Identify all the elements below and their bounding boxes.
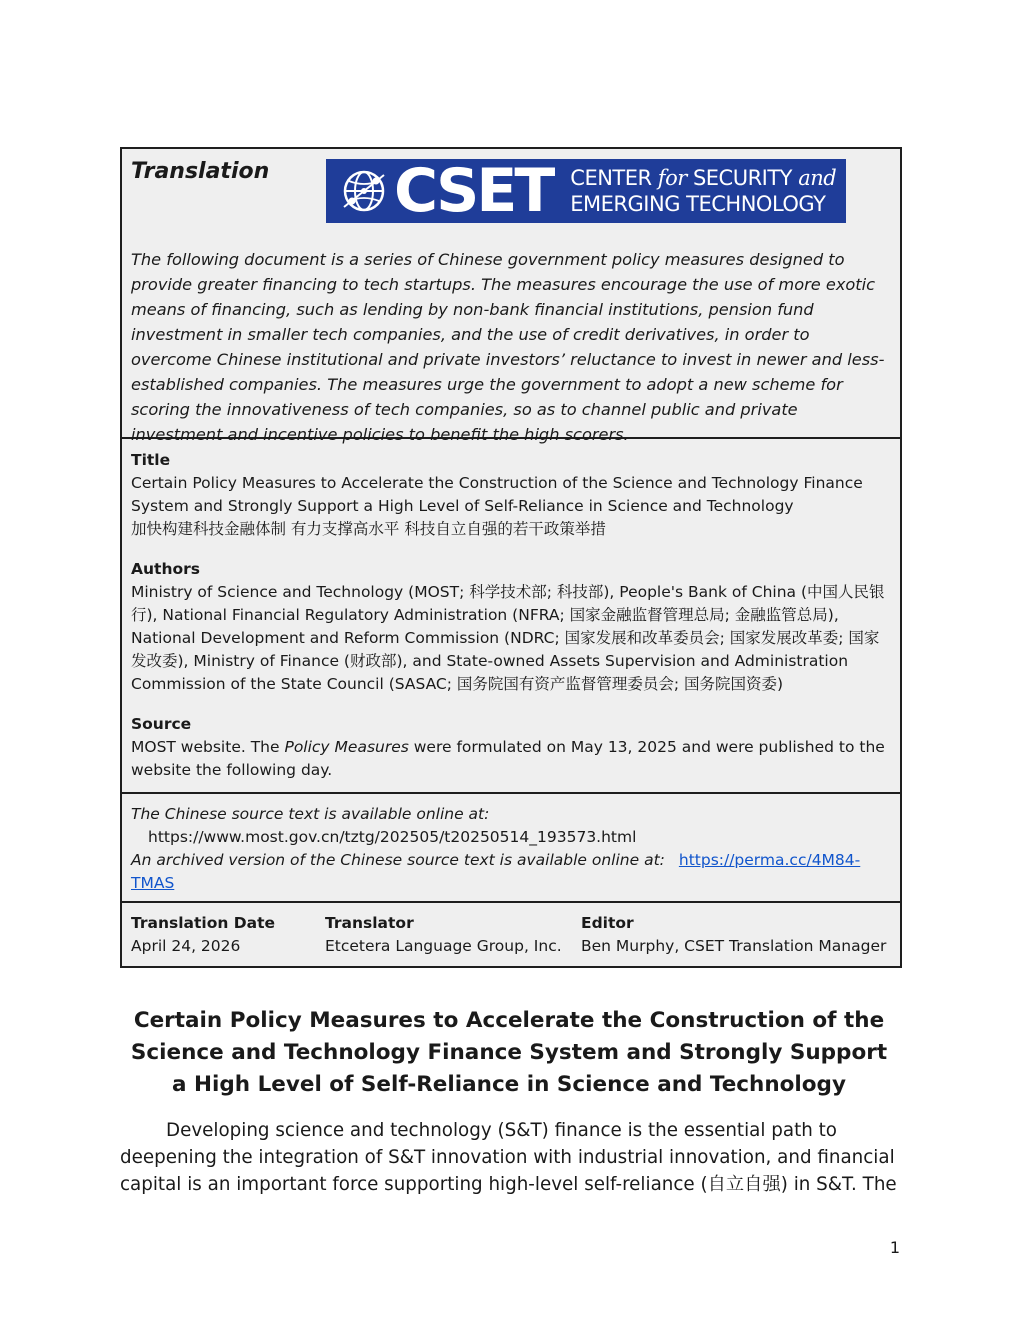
- translation-header-section: [122, 149, 900, 444]
- translation-date: April 24, 2026: [131, 937, 241, 955]
- source-text: MOST website. The Policy Measures were formulated on May 13, 2025 and were published to the website the following day.: [131, 738, 885, 779]
- body-paragraph: Developing science and technology (S&T) finance is the essential path to deepening the integration of S&T innovation with industrial innovation, and financial capital is an important force supporting high-level self-reliance (自立自强) in S&T. The: [120, 1120, 897, 1195]
- editor-column: [581, 912, 886, 958]
- authors-text: Ministry of Science and Technology (MOST; 科学技术部; 科技部), People's Bank of China (中国人民银行), National Financial Regulatory Administration (NFRA; 国家金融监督管理总局; 金融监管总局), National Development and Reform Commission (NDRC; 国家发展和改革委员会; 国家发展改革委; 国家发改委), Ministry of Finance (财政部), and State-owned Assets Supervision and Administration Commission of the State Council (SASAC; 国务院国有资产监督管理委员会; 国务院国资委): [131, 583, 885, 693]
- source-url[interactable]: https://www.most.gov.cn/tztg/202505/t20250514_193573.html: [148, 828, 637, 846]
- title-chinese: 加快构建科技金融体制 有力支撑高水平 科技自立自强的若干政策举措: [131, 520, 606, 538]
- source-online-intro: The Chinese source text is available online at:: [131, 805, 490, 823]
- translation-label: Translation: [131, 159, 270, 184]
- online-source-section: [122, 794, 900, 903]
- archive-line: An archived version of the Chinese source text is available online at: https://perma.cc/4M84-TMAS: [131, 851, 861, 892]
- globe-network-icon: [340, 167, 388, 215]
- editor-label: Editor: [581, 914, 634, 932]
- page-number: 1: [889, 1238, 900, 1257]
- translation-date-column: [131, 912, 325, 958]
- cset-logo: [326, 156, 846, 226]
- translation-date-label: Translation Date: [131, 914, 276, 932]
- document-metadata-section: [122, 439, 900, 794]
- translator-label: Translator: [325, 914, 414, 932]
- logo-acronym: CSET: [394, 156, 553, 226]
- translation-summary: The following document is a series of Chinese government policy measures designed to provide greater financing to tech startups. The measures encourage the use of more exotic means of financing, such as lending by non-bank financial institutions, pension fund investment in smaller tech companies, and the use of credit derivatives, in order to overcome Chinese institutional and private investors’ reluctance to invest in newer and less-established companies. The measures urge the government to adopt a new scheme for scoring the innovativeness of tech companies, so as to channel public and private investment and incentive policies to benefit the high scorers.: [131, 250, 885, 444]
- archive-link[interactable]: https://perma.cc/4M84-TMAS: [131, 851, 861, 892]
- authors-label: Authors: [131, 560, 200, 578]
- title-label: Title: [131, 451, 171, 469]
- translation-credits-section: [122, 903, 900, 966]
- logo-wordmark: CENTER for SECURITY and EMERGING TECHNOLOGY: [570, 166, 837, 216]
- document-title: Certain Policy Measures to Accelerate the Construction of the Science and Technology Finance System and Strongly Support a High Level of Self-Reliance in Science and Technology: [130, 1008, 888, 1097]
- translator-column: [325, 912, 581, 958]
- source-label: Source: [131, 715, 192, 733]
- editor-name: Ben Murphy, CSET Translation Manager: [581, 937, 887, 955]
- title-english: Certain Policy Measures to Accelerate the Construction of the Science and Technology Finance System and Strongly Support a High Level of Self-Reliance in Science and Technology: [131, 474, 863, 515]
- translation-info-box: [120, 147, 902, 968]
- translator-name: Etcetera Language Group, Inc.: [325, 937, 562, 955]
